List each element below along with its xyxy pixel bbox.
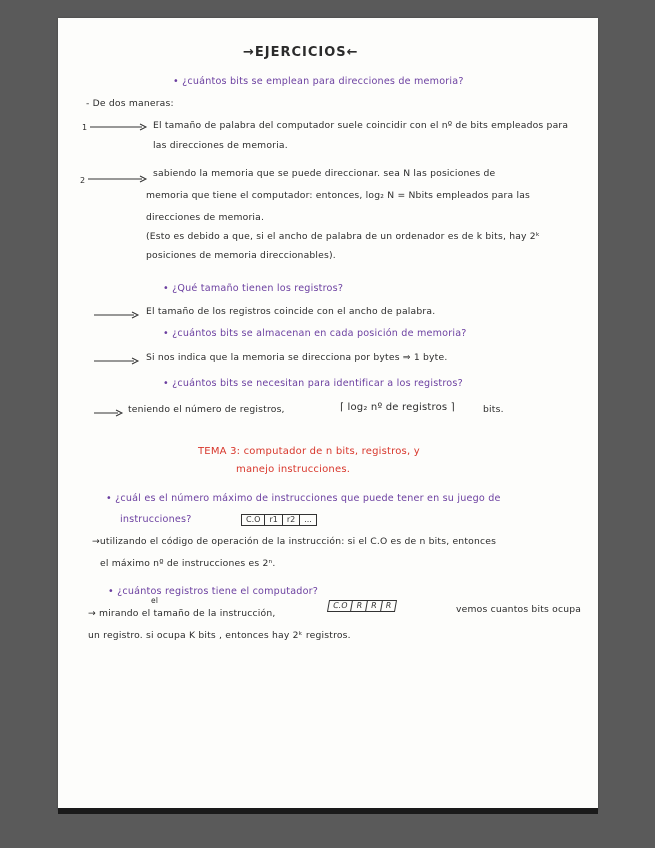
answer-2-line-4: (Esto es debido a que, si el ancho de palabra de un ordenador es de k bits, hay 2ᵏ — [146, 231, 540, 242]
arrow-icon — [88, 174, 148, 184]
instruction-field: R — [352, 601, 368, 611]
question-2: • ¿Qué tamaño tienen los registros? — [163, 283, 344, 294]
answer-2-line-2: memoria que tiene el computador: entonces, log₂ N = Nbits empleados para las — [146, 190, 531, 201]
answer-7-line-2: un registro. si ocupa K bits , entonces hay 2ᵏ registros. — [88, 630, 351, 641]
intro-line: - De dos maneras: — [86, 98, 174, 109]
answer-2-line-5: posiciones de memoria direccionables). — [146, 250, 336, 261]
question-5-line-1: • ¿cuál es el número máximo de instrucciones que puede tener en su juego de — [106, 493, 501, 504]
answer-7-insertion: el — [151, 596, 159, 605]
answer-6-line-1: →utilizando el código de operación de la instrucción: si el C.O es de n bits, entonces — [92, 536, 497, 547]
section-heading-line-1: TEMA 3: computador de n bits, registros, y — [198, 446, 420, 457]
answer-6-line-2: el máximo nº de instrucciones es 2ⁿ. — [100, 558, 276, 569]
instruction-field: C.O — [328, 601, 353, 611]
section-heading-line-2: manejo instrucciones. — [236, 464, 351, 475]
question-6: • ¿cuántos registros tiene el computador? — [108, 586, 319, 597]
answer-5-unit: bits. — [483, 404, 504, 415]
answer-1-line-2: las direcciones de memoria. — [153, 140, 288, 151]
answer-7-text: → mirando el tamaño de la instrucción, — [88, 608, 276, 619]
answer-5-formula: ⌈ log₂ nº de registros ⌉ — [340, 402, 455, 413]
instruction-format-box — [241, 514, 317, 526]
page-title: →EJERCICIOS← — [243, 45, 359, 60]
instruction-field: r2 — [283, 515, 300, 525]
answer-5-text: teniendo el número de registros, — [128, 404, 285, 415]
answer-2-line-1: sabiendo la memoria que se puede direccionar. sea N las posiciones de — [153, 168, 496, 179]
arrow-icon — [90, 122, 148, 132]
answer-2-line-3: direcciones de memoria. — [146, 212, 265, 223]
arrow-icon — [94, 356, 140, 366]
instruction-field: R — [384, 601, 393, 610]
instruction-field: C.O — [242, 515, 265, 525]
question-4: • ¿cuántos bits se necesitan para identificar a los registros? — [163, 378, 463, 389]
question-3: • ¿cuántos bits se almacenan en cada posición de memoria? — [163, 328, 467, 339]
notebook-page — [58, 18, 598, 810]
item-number-1: 1 — [82, 123, 88, 132]
item-number-2: 2 — [80, 176, 86, 185]
instruction-field: ... — [304, 515, 312, 524]
scan-edge — [58, 808, 598, 814]
instruction-field: R — [366, 601, 382, 611]
answer-1-line-1: El tamaño de palabra del computador suele coincidir con el nº de bits empleados para — [153, 120, 569, 131]
register-format-box — [327, 600, 397, 612]
answer-3: El tamaño de los registros coincide con el ancho de palabra. — [146, 306, 436, 317]
question-1: • ¿cuántos bits se emplean para direcciones de memoria? — [173, 76, 464, 87]
answer-4: Si nos indica que la memoria se direcciona por bytes ⇒ 1 byte. — [146, 352, 448, 363]
instruction-field: r1 — [265, 515, 282, 525]
answer-7-continuation: vemos cuantos bits ocupa — [456, 604, 582, 615]
question-5-line-2: instrucciones? — [120, 514, 192, 525]
arrow-icon — [94, 310, 140, 320]
arrow-icon — [94, 408, 124, 418]
